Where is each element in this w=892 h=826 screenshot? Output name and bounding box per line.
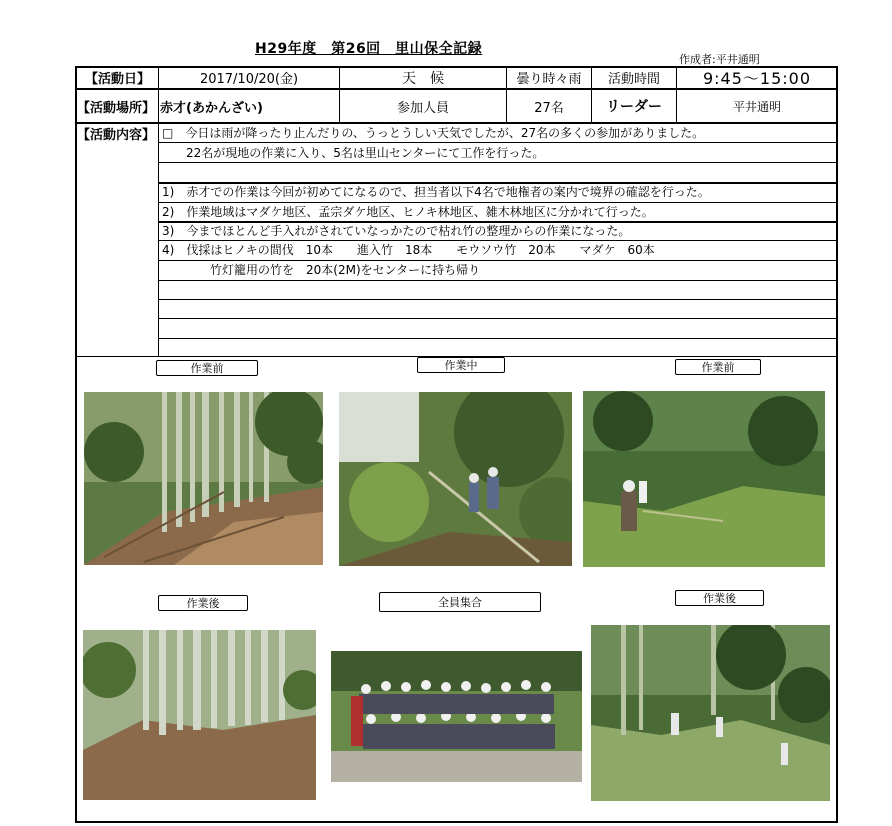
photo-after-clearing — [591, 625, 830, 801]
caption-after-2: 作業後 — [675, 590, 764, 606]
content-line: 2) 作業地域はマダケ地区、孟宗ダケ地区、ヒノキ林地区、雑木林地区に分かれて行った。 — [162, 205, 654, 219]
participants-value: 27名 — [534, 100, 564, 116]
caption-group: 全員集合 — [379, 592, 541, 612]
content-line: 3) 今までほとんど手入れがされていなっかたので枯れ竹の整理からの作業になった。 — [162, 224, 631, 238]
time-value: 9:45～15:00 — [702, 69, 812, 88]
page-title: H29年度 第26回 里山保全記録 — [255, 41, 483, 57]
photo-before-slope — [583, 391, 825, 567]
place-value: 赤才(あかんざい) — [160, 100, 263, 116]
caption-before-1: 作業前 — [156, 360, 258, 376]
content-line: 竹灯籠用の竹を 20本(2M)をセンターに持ち帰り — [162, 263, 481, 277]
leader-value: 平井通明 — [732, 99, 781, 114]
participants-label: 参加人員 — [396, 100, 449, 116]
leader-label: リーダー — [606, 99, 662, 115]
time-label: 活動時間 — [607, 72, 660, 87]
photo-bamboo-after — [83, 630, 316, 800]
photo-group — [331, 651, 582, 782]
content-line: 22名が現地の作業に入り、5名は里山センターにて工作を行った。 — [162, 146, 545, 160]
date-value: 2017/10/20(金) — [199, 72, 299, 87]
content-line: □ 今日は雨が降ったり止んだりの、うっとうしい天気でしたが、27名の多くの参加がありました。 — [162, 126, 705, 140]
line-divider — [158, 299, 838, 300]
line-divider — [158, 280, 838, 281]
photo-bamboo-before — [84, 392, 323, 565]
line-divider — [158, 338, 838, 339]
column-divider — [158, 66, 159, 356]
caption-after-1: 作業後 — [158, 595, 248, 611]
caption-during: 作業中 — [417, 357, 505, 373]
place-label: 【活動場所】 — [77, 100, 156, 116]
weather-value: 曇り時々雨 — [516, 72, 582, 87]
line-divider — [158, 318, 838, 319]
weather-label: 天 候 — [402, 70, 444, 87]
date-label: 【活動日】 — [84, 72, 150, 87]
line-divider — [158, 142, 838, 143]
line-divider — [158, 162, 838, 163]
content-label: 【活動内容】 — [77, 127, 156, 143]
photo-during-work — [339, 392, 572, 566]
caption-before-2: 作業前 — [675, 359, 761, 375]
content-line: 1) 赤才での作業は今回が初めてになるので、担当者以下4名で地権者の案内で境界の確認を行った。 — [162, 185, 710, 199]
author-label: 作成者:平井通明 — [679, 53, 760, 66]
content-line: 4) 伐採はヒノキの間伐 10本 進入竹 18本 モウソウ竹 20本 マダケ 60本 — [162, 243, 655, 257]
